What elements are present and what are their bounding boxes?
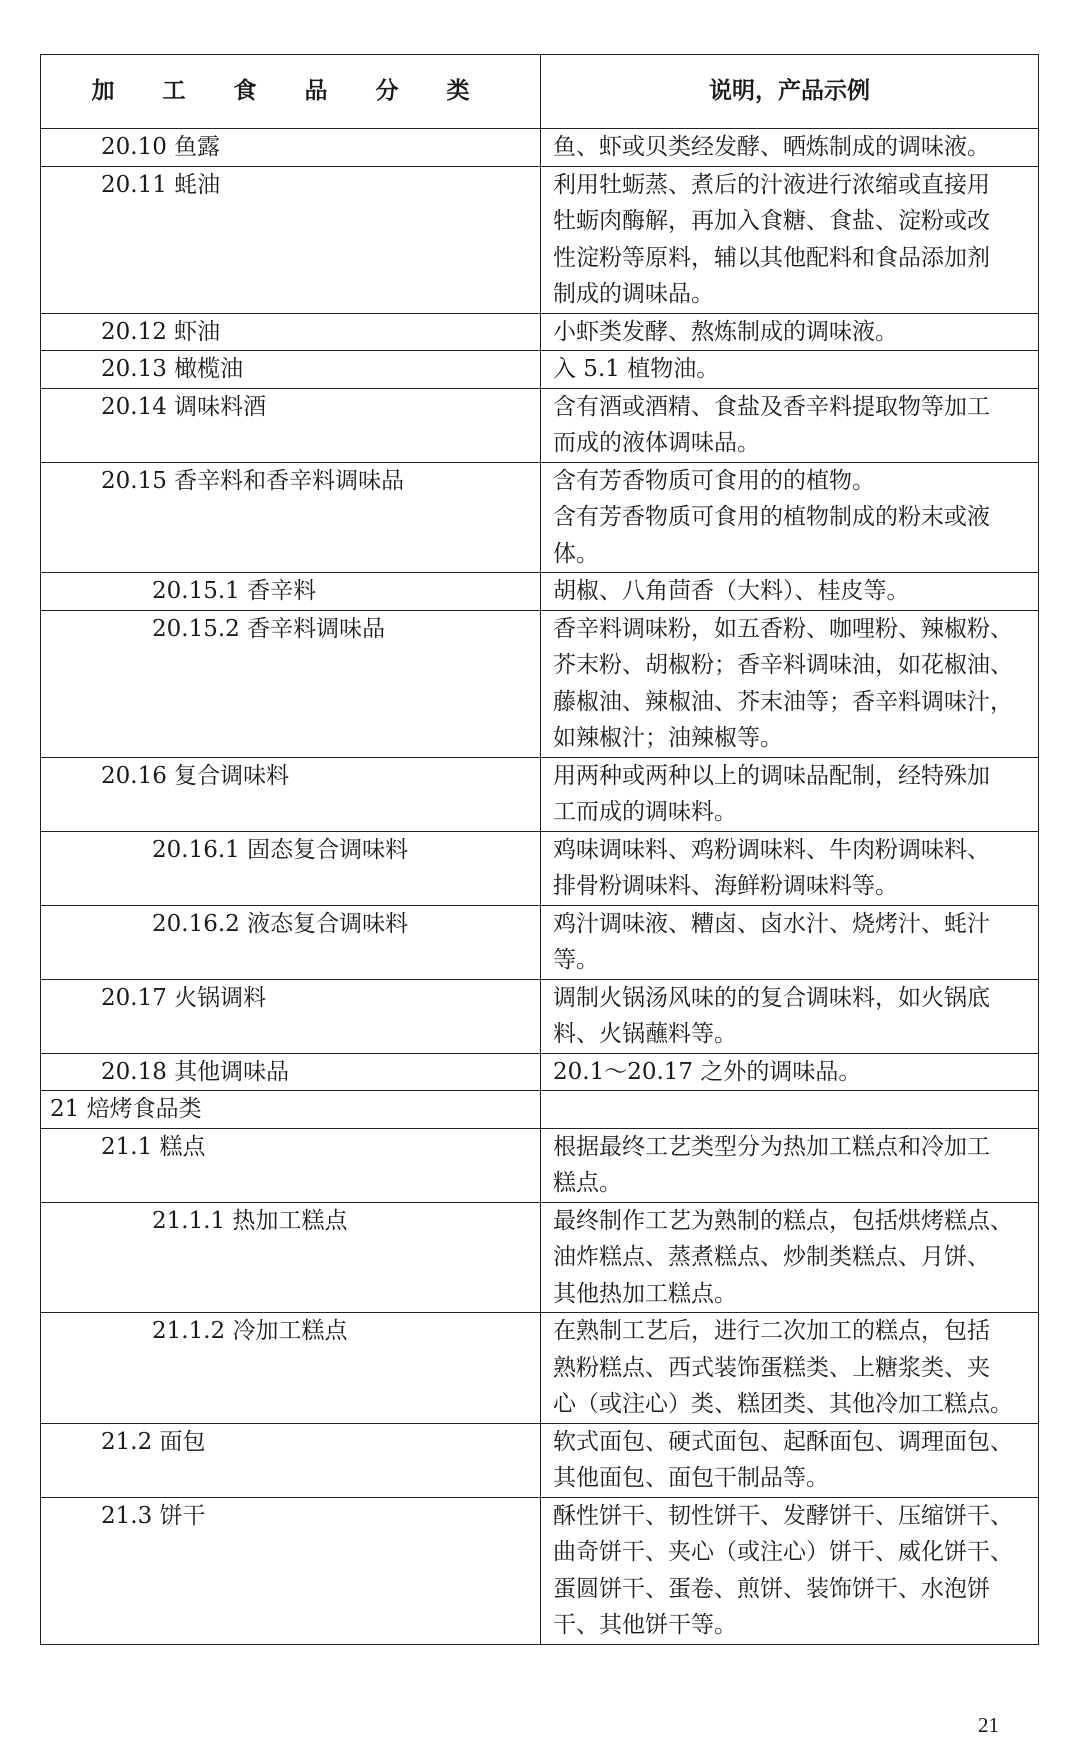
description-line: 最终制作工艺为熟制的糕点，包括烘烤糕点、 — [553, 1207, 1013, 1234]
category-cell: 21.1.2 冷加工糕点 — [41, 1313, 541, 1424]
table-row — [41, 610, 1039, 757]
description-line: 等。 — [553, 947, 599, 973]
description-line: 其他热加工糕点。 — [553, 1280, 737, 1307]
description-line: 排骨粉调味料、海鲜粉调味料等。 — [553, 873, 898, 899]
category-cell: 20.13 橄榄油 — [41, 351, 541, 389]
description-line: 含有酒或酒精、食盐及香辛料提取物等加工 — [553, 393, 990, 420]
description-line: 心（或注心）类、糕团类、其他冷加工糕点。 — [553, 1391, 1013, 1417]
table-row — [41, 979, 1039, 1053]
category-cell: 20.17 火锅调料 — [41, 979, 541, 1053]
description-line: 鸡味调味料、鸡粉调味料、牛肉粉调味料、 — [553, 836, 990, 863]
column-header-category: 加 工 食 品 分 类 — [41, 55, 541, 129]
description-cell — [541, 351, 1039, 389]
table-row — [41, 313, 1039, 351]
category-cell: 21.2 面包 — [41, 1423, 541, 1497]
column-header-description: 说明，产品示例 — [541, 55, 1039, 129]
description-line: 工而成的调味料。 — [553, 799, 737, 825]
description-line: 20.1～20.17 之外的调味品。 — [553, 1058, 862, 1085]
description-line: 干、其他饼干等。 — [553, 1612, 737, 1638]
table-row — [41, 1497, 1039, 1644]
table-row — [41, 1053, 1039, 1091]
table-row — [41, 462, 1039, 573]
category-cell: 20.15.2 香辛料调味品 — [41, 610, 541, 757]
description-line: 糕点。 — [553, 1170, 622, 1196]
table-row — [41, 1202, 1039, 1313]
table-row — [41, 757, 1039, 831]
description-line: 含有芳香物质可食用的植物制成的粉末或液 — [553, 504, 990, 530]
table-row — [41, 831, 1039, 905]
description-line: 制成的调味品。 — [553, 281, 714, 307]
description-cell — [541, 905, 1039, 979]
description-line: 酥性饼干、韧性饼干、发酵饼干、压缩饼干、 — [553, 1502, 1013, 1529]
category-cell: 20.18 其他调味品 — [41, 1053, 541, 1091]
category-cell: 20.16.2 液态复合调味料 — [41, 905, 541, 979]
table-row — [41, 1091, 1039, 1129]
category-cell: 20.16.1 固态复合调味料 — [41, 831, 541, 905]
table-header — [41, 55, 1039, 129]
description-line: 入 5.1 植物油。 — [553, 356, 720, 382]
description-cell — [541, 129, 1039, 167]
description-cell — [541, 1313, 1039, 1424]
description-line: 曲奇饼干、夹心（或注心）饼干、威化饼干、 — [553, 1539, 1013, 1565]
description-line: 蛋圆饼干、蛋卷、煎饼、装饰饼干、水泡饼 — [553, 1575, 990, 1602]
category-cell: 20.14 调味料酒 — [41, 388, 541, 462]
category-cell: 21.1 糕点 — [41, 1128, 541, 1202]
table-row — [41, 1313, 1039, 1424]
description-line: 调制火锅汤风味的的复合调味料，如火锅底 — [553, 984, 990, 1011]
description-cell — [541, 979, 1039, 1053]
description-cell — [541, 831, 1039, 905]
description-line: 胡椒、八角茴香（大料）、桂皮等。 — [553, 578, 910, 604]
description-line: 小虾类发酵、熬炼制成的调味液。 — [553, 318, 898, 345]
description-line: 根据最终工艺类型分为热加工糕点和冷加工 — [553, 1133, 990, 1160]
description-line: 藤椒油、辣椒油、芥末油等；香辛料调味汁， — [553, 688, 1013, 715]
description-line: 软式面包、硬式面包、起酥面包、调理面包、 — [553, 1428, 1013, 1455]
food-classification-table — [40, 54, 1039, 1645]
category-cell: 21.1.1 热加工糕点 — [41, 1202, 541, 1313]
description-line: 香辛料调味粉，如五香粉、咖哩粉、辣椒粉、 — [553, 615, 1013, 642]
category-cell: 20.16 复合调味料 — [41, 757, 541, 831]
page-number: 21 — [978, 1713, 999, 1737]
description-line: 而成的液体调味品。 — [553, 430, 760, 456]
description-cell — [541, 1053, 1039, 1091]
description-cell — [541, 1423, 1039, 1497]
category-cell: 21 焙烤食品类 — [41, 1091, 541, 1129]
description-line: 如辣椒汁；油辣椒等。 — [553, 725, 783, 751]
description-cell — [541, 573, 1039, 611]
table-row — [41, 905, 1039, 979]
description-cell — [541, 757, 1039, 831]
description-line: 含有芳香物质可食用的的植物。 — [553, 467, 875, 494]
description-cell — [541, 313, 1039, 351]
description-line: 其他面包、面包干制品等。 — [553, 1465, 829, 1491]
table-row — [41, 1423, 1039, 1497]
description-line: 芥末粉、胡椒粉；香辛料调味油，如花椒油、 — [553, 652, 1013, 678]
category-cell: 20.15 香辛料和香辛料调味品 — [41, 462, 541, 573]
description-line: 鱼、虾或贝类经发酵、晒炼制成的调味液。 — [553, 134, 990, 160]
description-line: 牡蛎肉酶解，再加入食糖、食盐、淀粉或改 — [553, 208, 990, 234]
category-cell: 21.3 饼干 — [41, 1497, 541, 1644]
description-line: 用两种或两种以上的调味品配制，经特殊加 — [553, 762, 990, 789]
description-cell — [541, 1497, 1039, 1644]
table-row — [41, 1128, 1039, 1202]
table-row — [41, 573, 1039, 611]
table-row — [41, 166, 1039, 313]
category-cell: 20.15.1 香辛料 — [41, 573, 541, 611]
description-cell — [541, 610, 1039, 757]
description-cell — [541, 1128, 1039, 1202]
description-cell — [541, 166, 1039, 313]
description-cell — [541, 1202, 1039, 1313]
description-cell — [541, 388, 1039, 462]
category-cell: 20.10 鱼露 — [41, 129, 541, 167]
description-line: 油炸糕点、蒸煮糕点、炒制类糕点、月饼、 — [553, 1244, 990, 1270]
table-body — [41, 129, 1039, 1645]
description-cell — [541, 462, 1039, 573]
table-row — [41, 351, 1039, 389]
description-line: 利用牡蛎蒸、煮后的汁液进行浓缩或直接用 — [553, 171, 990, 198]
description-line: 体。 — [553, 540, 599, 567]
description-line: 熟粉糕点、西式装饰蛋糕类、上糖浆类、夹 — [553, 1354, 990, 1381]
table-row — [41, 388, 1039, 462]
table-header-row — [41, 55, 1039, 129]
description-line: 性淀粉等原料，辅以其他配料和食品添加剂 — [553, 244, 990, 271]
description-line: 在熟制工艺后，进行二次加工的糕点，包括 — [553, 1318, 990, 1344]
description-line: 鸡汁调味液、糟卤、卤水汁、烧烤汁、蚝汁 — [553, 910, 990, 937]
category-cell: 20.11 蚝油 — [41, 166, 541, 313]
description-line: 料、火锅蘸料等。 — [553, 1021, 737, 1047]
category-cell: 20.12 虾油 — [41, 313, 541, 351]
table-row — [41, 129, 1039, 167]
description-cell — [541, 1091, 1039, 1129]
